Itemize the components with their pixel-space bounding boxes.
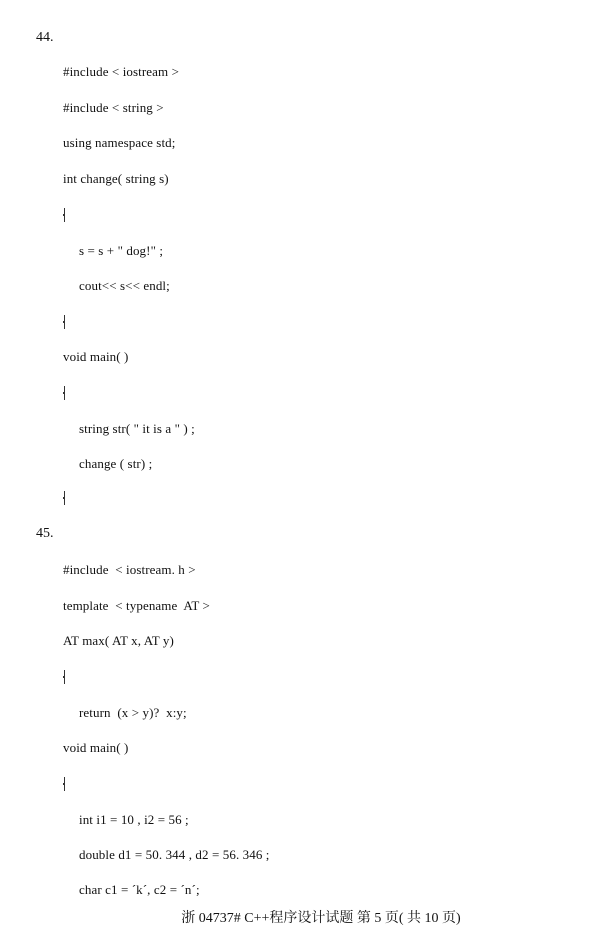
open-brace <box>64 208 66 222</box>
code-line: change ( str) ; <box>79 456 153 471</box>
code-line: void main( ) <box>63 740 129 755</box>
code-line: int change( string s) <box>63 171 169 186</box>
code-line: #include < iostream. h > <box>63 562 196 577</box>
code-line: using namespace std; <box>63 135 176 150</box>
code-line: #include < iostream > <box>63 64 180 79</box>
code-line: int i1 = 10 , i2 = 56 ; <box>79 812 189 827</box>
code-line: cout<< s<< endl; <box>79 278 170 293</box>
code-line: AT max( AT x, AT y) <box>63 633 174 648</box>
question-number-44: 44. <box>36 30 54 45</box>
page-footer: 浙 04737# C++程序设计试题 第 5 页( 共 10 页) <box>181 911 461 926</box>
open-brace <box>64 777 66 791</box>
close-brace <box>64 491 66 505</box>
code-line: string str( " it is a " ) ; <box>79 421 195 436</box>
code-line: double d1 = 50. 344 , d2 = 56. 346 ; <box>79 847 270 862</box>
code-line: char c1 = ´k´, c2 = ´n´; <box>79 882 200 897</box>
code-line: return (x > y)? x:y; <box>79 705 187 720</box>
code-line: #include < string > <box>63 100 164 115</box>
code-line: s = s + " dog!" ; <box>79 243 164 258</box>
code-line: void main( ) <box>63 349 129 364</box>
close-brace <box>64 315 66 329</box>
question-number-45: 45. <box>36 526 54 541</box>
open-brace <box>64 670 66 684</box>
code-line: template < typename AT > <box>63 598 210 613</box>
open-brace <box>64 386 66 400</box>
